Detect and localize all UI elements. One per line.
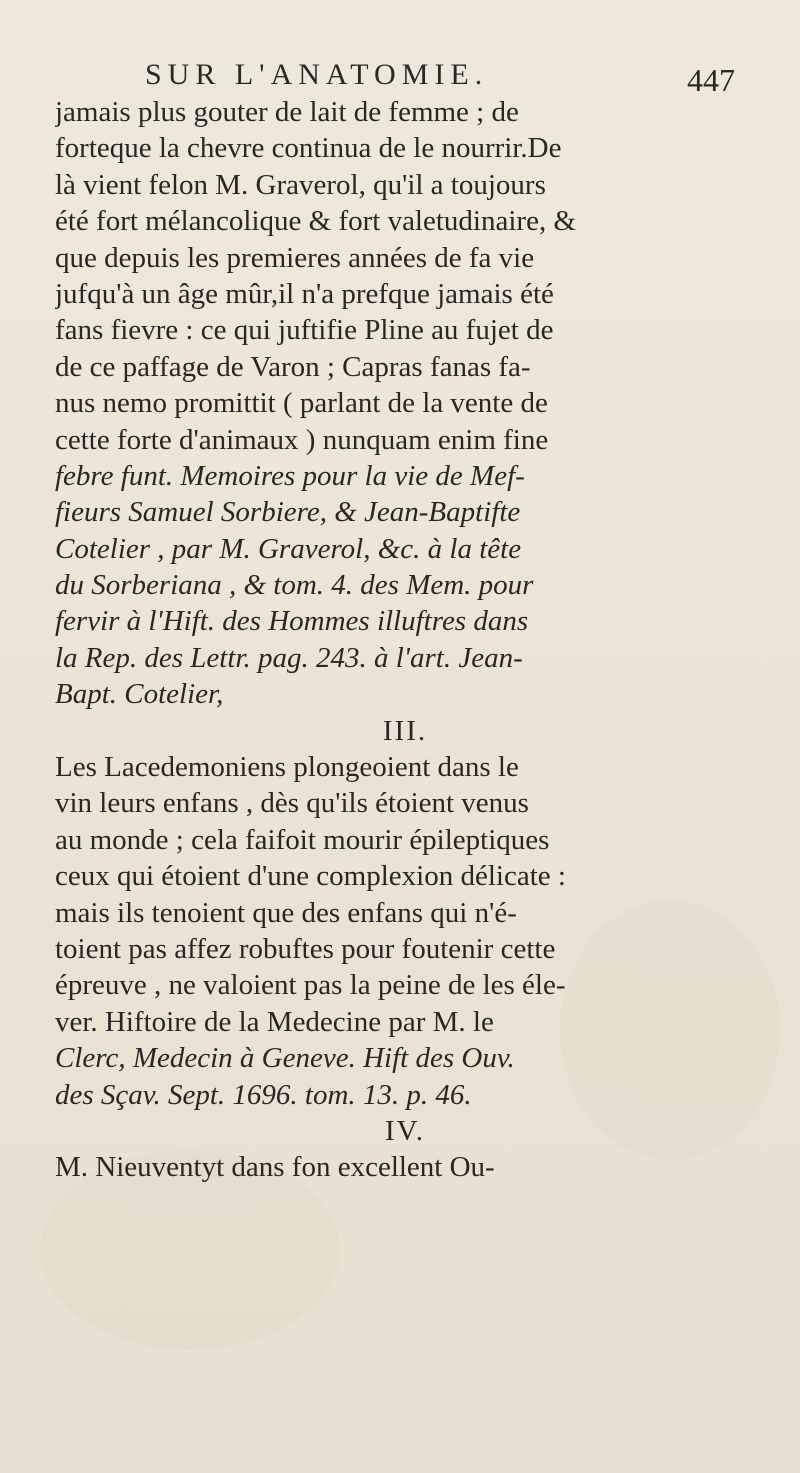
text-line: Cotelier , par M. Graverol, &c. à la tête (55, 532, 522, 565)
text-line: jamais plus gouter de lait de femme ; de (55, 96, 519, 128)
text-line: febre funt. Memoires pour la vie de Mef- (55, 459, 525, 492)
text-line: jufqu'à un âge mûr,il n'a prefque jamais été (55, 277, 554, 310)
text-line: là vient felon M. Graverol, qu'il a toujours (55, 168, 546, 201)
section-number: III. (382, 714, 428, 747)
text-line: fieurs Samuel Sorbiere, & Jean-Baptifte (55, 496, 521, 529)
text-line: mais ils tenoient que des enfans qui n'é- (55, 896, 517, 929)
text-line: Clerc, Medecin à Geneve. Hift des Ouv. (55, 1042, 515, 1075)
text-line: fervir à l'Hift. des Hommes illuftres dans (55, 605, 529, 638)
paragraph-block (55, 94, 755, 713)
text-line: des Sçav. Sept. 1696. tom. 13. p. 46. (55, 1078, 472, 1111)
page-header (145, 58, 745, 98)
text-line: du Sorberiana , & tom. 4. des Mem. pour (55, 569, 534, 602)
text-line: la Rep. des Lettr. pag. 243. à l'art. Jean- (55, 641, 523, 674)
text-line: été fort mélancolique & fort valetudinaire, & (55, 205, 576, 238)
text-line: Bapt. Cotelier, (55, 678, 224, 711)
text-line: forteque la chevre continua de le nourrir.De (55, 132, 562, 165)
running-head: SUR L'ANATOMIE. (145, 58, 489, 91)
text-line: Les Lacedemoniens plongeoient dans le (55, 751, 519, 784)
section-number: IV. (384, 1114, 426, 1147)
paragraph-block (55, 1149, 755, 1185)
text-line: au monde ; cela faifoit mourir épileptiques (55, 823, 550, 856)
text-line: nus nemo promittit ( parlant de la vente de (55, 387, 548, 420)
text-line: que depuis les premieres années de fa vie (55, 241, 535, 274)
text-line: ver. Hiftoire de la Medecine par M. le (55, 1005, 494, 1038)
text-line: toient pas affez robuftes pour foutenir cette (55, 932, 556, 965)
text-line: de ce paffage de Varon ; Capras fanas fa- (55, 350, 531, 383)
text-line: fans fievre : ce qui juftifie Pline au fujet de (55, 314, 554, 347)
text-line: cette forte d'animaux ) nunquam enim fine (55, 423, 549, 456)
text-line: M. Nieuventyt dans fon excellent Ou- (55, 1151, 495, 1184)
body-text (55, 94, 755, 1186)
paragraph-block (55, 749, 755, 1113)
text-line: épreuve , ne valoient pas la peine de les éle- (55, 969, 566, 1002)
text-line: ceux qui étoient d'une complexion délicate : (55, 860, 566, 893)
page-number: 447 (687, 62, 735, 98)
text-line: vin leurs enfans , dès qu'ils étoient venus (55, 787, 529, 820)
